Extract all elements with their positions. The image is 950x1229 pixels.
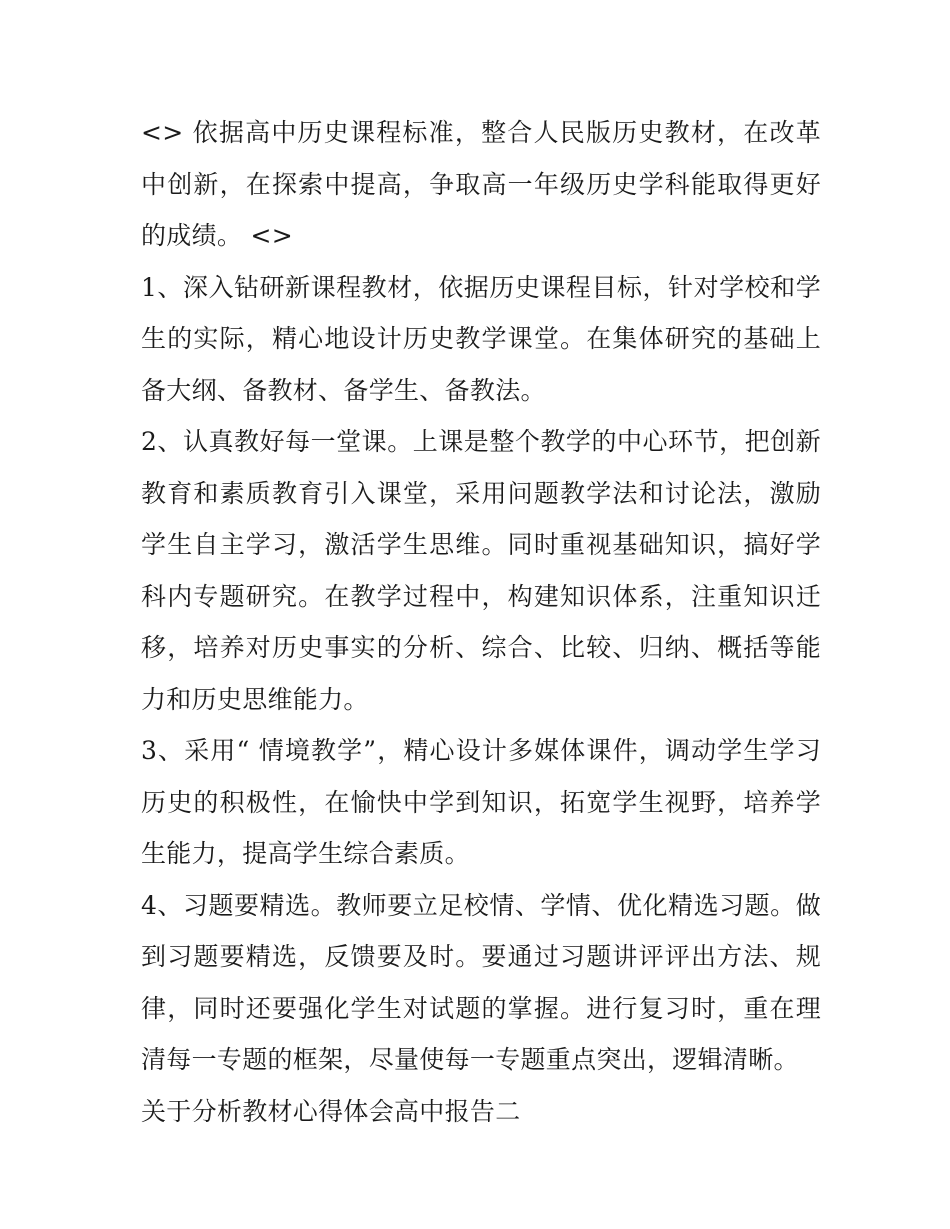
point-1-paragraph: 1、深入钻研新课程教材，依据历史课程目标，针对学校和学生的实际，精心地设计历史教学课堂。在集体研究的基础上备大纲、备教材、备学生、备教法。: [141, 272, 821, 405]
point-3-paragraph: 3、采用“ 情境教学”，精心设计多媒体课件，调动学生学习历史的积极性，在愉快中学到知识，拓宽学生视野，培养学生能力，提高学生综合素质。: [141, 736, 821, 868]
point-2-paragraph: 2、认真教好每一堂课。上课是整个教学的中心环节，把创新教育和素质教育引入课堂，采用问题教学法和讨论法，激励学生自主学习，激活学生思维。同时重视基础知识，搞好学科内专题研究。在教学过程中，构建知识体系，注重知识迁移，培养对历史事实的分析、综合、比较、归纳、概括等能力和历史思维能力。: [141, 427, 821, 714]
intro-paragraph: <> 依据高中历史课程标准，整合人民版历史教材，在改革中创新，在探索中提高，争取高一年级历史学科能取得更好的成绩。 <>: [141, 118, 821, 250]
section-heading: 关于分析教材心得体会高中报告二: [141, 1096, 521, 1126]
point-4-paragraph: 4、习题要精选。教师要立足校情、学情、优化精选习题。做到习题要精选，反馈要及时。要通过习题讲评评出方法、规律，同时还要强化学生对试题的掌握。进行复习时，重在理清每一专题的框架，尽量使每一专题重点突出，逻辑清晰。: [141, 890, 821, 1074]
document-body: [141, 107, 821, 1137]
